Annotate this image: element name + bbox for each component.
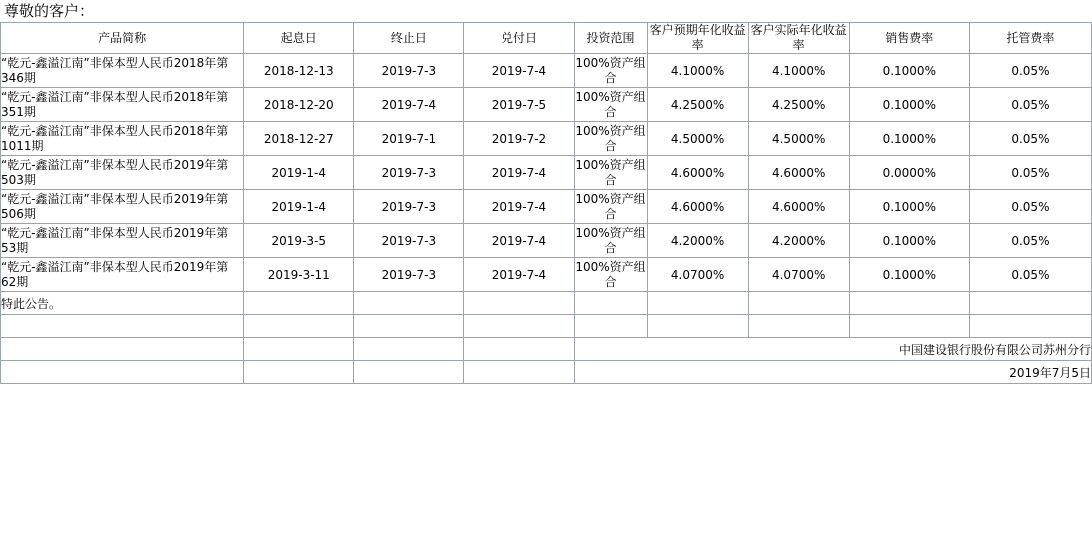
cell-end-date: 2019-7-3 <box>354 258 464 292</box>
cell-investment-scope: 100%资产组合 <box>574 156 647 190</box>
cell-end-date: 2019-7-3 <box>354 54 464 88</box>
cell-end-date: 2019-7-3 <box>354 224 464 258</box>
column-header-actual-yield: 客户实际年化收益率 <box>748 23 849 54</box>
cell-custody-fee: 0.05% <box>969 88 1091 122</box>
table-row <box>1 54 1092 88</box>
cell-payment-date: 2019-7-4 <box>464 54 574 88</box>
cell-product-name: “乾元-鑫溢江南”非保本型人民币2019年第503期 <box>1 156 244 190</box>
table-row <box>1 258 1092 292</box>
empty-cell <box>354 292 464 315</box>
empty-row <box>1 315 1092 338</box>
cell-sales-fee: 0.1000% <box>849 190 969 224</box>
cell-payment-date: 2019-7-5 <box>464 88 574 122</box>
column-header-start-date: 起息日 <box>244 23 354 54</box>
cell-investment-scope: 100%资产组合 <box>574 122 647 156</box>
cell-custody-fee: 0.05% <box>969 54 1091 88</box>
empty-cell <box>647 292 748 315</box>
cell-sales-fee: 0.1000% <box>849 224 969 258</box>
cell-start-date: 2019-3-5 <box>244 224 354 258</box>
empty-cell <box>574 315 647 338</box>
empty-cell <box>748 315 849 338</box>
cell-payment-date: 2019-7-2 <box>464 122 574 156</box>
cell-product-name: “乾元-鑫溢江南”非保本型人民币2018年第346期 <box>1 54 244 88</box>
column-header-end-date: 终止日 <box>354 23 464 54</box>
empty-cell <box>464 315 574 338</box>
notice-row <box>1 292 1092 315</box>
column-header-investment-scope: 投资范围 <box>574 23 647 54</box>
table-header-row <box>1 23 1092 54</box>
column-header-expected-yield: 客户预期年化收益率 <box>647 23 748 54</box>
cell-payment-date: 2019-7-4 <box>464 156 574 190</box>
empty-cell <box>574 292 647 315</box>
empty-cell <box>849 315 969 338</box>
empty-cell <box>969 292 1091 315</box>
cell-actual-yield: 4.6000% <box>748 156 849 190</box>
signature-row <box>1 338 1092 361</box>
cell-payment-date: 2019-7-4 <box>464 258 574 292</box>
cell-investment-scope: 100%资产组合 <box>574 88 647 122</box>
table-row <box>1 122 1092 156</box>
cell-end-date: 2019-7-3 <box>354 190 464 224</box>
empty-cell <box>244 338 354 361</box>
cell-custody-fee: 0.05% <box>969 122 1091 156</box>
column-header-custody-fee: 托管费率 <box>969 23 1091 54</box>
empty-cell <box>244 361 354 384</box>
cell-product-name: “乾元-鑫溢江南”非保本型人民币2019年第62期 <box>1 258 244 292</box>
notice-text: 特此公告。 <box>1 292 244 315</box>
cell-actual-yield: 4.0700% <box>748 258 849 292</box>
empty-cell <box>849 292 969 315</box>
cell-start-date: 2018-12-20 <box>244 88 354 122</box>
cell-sales-fee: 0.1000% <box>849 258 969 292</box>
table-row <box>1 88 1092 122</box>
cell-end-date: 2019-7-4 <box>354 88 464 122</box>
date-text: 2019年7月5日 <box>574 361 1092 384</box>
cell-expected-yield: 4.0700% <box>647 258 748 292</box>
column-header-sales-fee: 销售费率 <box>849 23 969 54</box>
cell-sales-fee: 0.1000% <box>849 54 969 88</box>
empty-cell <box>464 292 574 315</box>
cell-actual-yield: 4.1000% <box>748 54 849 88</box>
column-header-product-name: 产品简称 <box>1 23 244 54</box>
cell-actual-yield: 4.5000% <box>748 122 849 156</box>
cell-investment-scope: 100%资产组合 <box>574 258 647 292</box>
empty-cell <box>647 315 748 338</box>
products-table <box>0 22 1092 384</box>
table-row <box>1 190 1092 224</box>
empty-cell <box>969 315 1091 338</box>
cell-expected-yield: 4.6000% <box>647 156 748 190</box>
empty-cell <box>1 315 244 338</box>
cell-sales-fee: 0.1000% <box>849 122 969 156</box>
cell-investment-scope: 100%资产组合 <box>574 190 647 224</box>
cell-custody-fee: 0.05% <box>969 258 1091 292</box>
cell-expected-yield: 4.1000% <box>647 54 748 88</box>
column-header-payment-date: 兑付日 <box>464 23 574 54</box>
cell-product-name: “乾元-鑫溢江南”非保本型人民币2018年第1011期 <box>1 122 244 156</box>
cell-actual-yield: 4.2500% <box>748 88 849 122</box>
cell-payment-date: 2019-7-4 <box>464 190 574 224</box>
empty-cell <box>354 361 464 384</box>
cell-custody-fee: 0.05% <box>969 156 1091 190</box>
cell-end-date: 2019-7-1 <box>354 122 464 156</box>
cell-expected-yield: 4.6000% <box>647 190 748 224</box>
cell-actual-yield: 4.2000% <box>748 224 849 258</box>
empty-cell <box>244 292 354 315</box>
cell-product-name: “乾元-鑫溢江南”非保本型人民币2019年第53期 <box>1 224 244 258</box>
empty-cell <box>354 338 464 361</box>
cell-actual-yield: 4.6000% <box>748 190 849 224</box>
cell-payment-date: 2019-7-4 <box>464 224 574 258</box>
cell-investment-scope: 100%资产组合 <box>574 54 647 88</box>
cell-sales-fee: 0.0000% <box>849 156 969 190</box>
cell-expected-yield: 4.5000% <box>647 122 748 156</box>
empty-cell <box>1 361 244 384</box>
date-row <box>1 361 1092 384</box>
table-row <box>1 156 1092 190</box>
cell-end-date: 2019-7-3 <box>354 156 464 190</box>
cell-sales-fee: 0.1000% <box>849 88 969 122</box>
cell-product-name: “乾元-鑫溢江南”非保本型人民币2018年第351期 <box>1 88 244 122</box>
empty-cell <box>464 338 574 361</box>
cell-custody-fee: 0.05% <box>969 224 1091 258</box>
signature-text: 中国建设银行股份有限公司苏州分行 <box>574 338 1092 361</box>
empty-cell <box>244 315 354 338</box>
empty-cell <box>464 361 574 384</box>
cell-start-date: 2019-3-11 <box>244 258 354 292</box>
cell-product-name: “乾元-鑫溢江南”非保本型人民币2019年第506期 <box>1 190 244 224</box>
cell-start-date: 2018-12-13 <box>244 54 354 88</box>
cell-start-date: 2019-1-4 <box>244 156 354 190</box>
empty-cell <box>748 292 849 315</box>
empty-cell <box>354 315 464 338</box>
greeting-text: 尊敬的客户： <box>4 2 95 20</box>
cell-start-date: 2018-12-27 <box>244 122 354 156</box>
cell-start-date: 2019-1-4 <box>244 190 354 224</box>
cell-custody-fee: 0.05% <box>969 190 1091 224</box>
cell-expected-yield: 4.2000% <box>647 224 748 258</box>
cell-expected-yield: 4.2500% <box>647 88 748 122</box>
cell-investment-scope: 100%资产组合 <box>574 224 647 258</box>
empty-cell <box>1 338 244 361</box>
table-row <box>1 224 1092 258</box>
